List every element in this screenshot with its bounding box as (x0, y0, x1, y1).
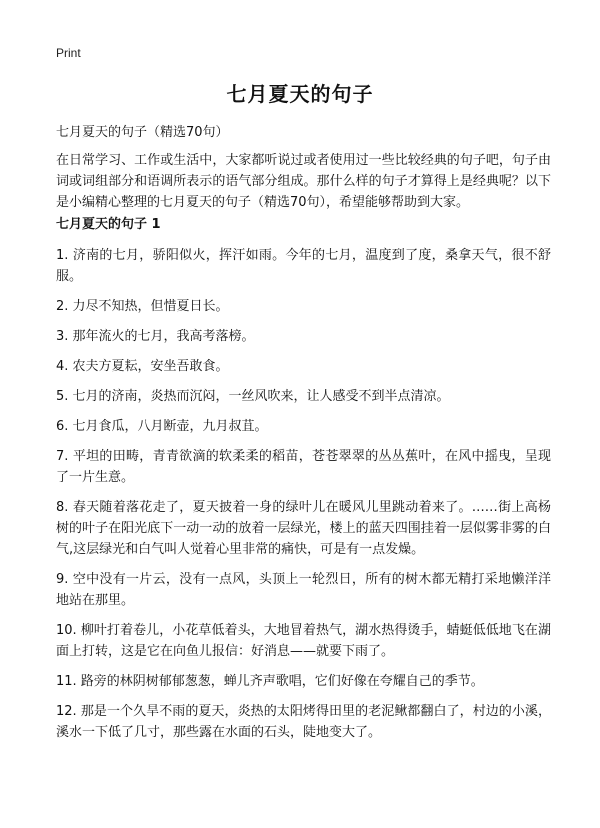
sentence-item-1: 1. 济南的七月，骄阳似火，挥汗如雨。今年的七月，温度到了度，桑拿天气，很不舒服。 (56, 248, 551, 284)
sentence-item-8: 8. 春天随着落花走了，夏天披着一身的绿叶儿在暖风儿里跳动着来了。……街上高杨树的叶子在阳光底下一动一动的放着一层绿光，楼上的蓝天四围挂着一层似雾非雾的白气,这层绿光和白气叫人觉着心里非常的痛快，可是有一点发燥。 (56, 500, 551, 557)
sentence-item-10: 10. 柳叶打着卷儿，小花草低着头，大地冒着热气，湖水热得烫手，蜻蜓低低地飞在湖面上打转，这是它在向鱼儿报信：好消息——就要下雨了。 (56, 623, 551, 659)
sentence-item-5: 5. 七月的济南，炎热而沉闷，一丝风吹来，让人感受不到半点清凉。 (56, 389, 450, 404)
document-subtitle: 七月夏天的句子（精选70句） (56, 125, 229, 140)
section-heading: 七月夏天的句子 1 (56, 217, 161, 232)
sentence-item-3: 3. 那年流火的七月，我高考落榜。 (56, 329, 255, 344)
sentence-item-12: 12. 那是一个久旱不雨的夏天，炎热的太阳烤得田里的老泥鳅都翻白了，村边的小溪，溪水一下低了几寸，那些露在水面的石头，陡地变大了。 (56, 704, 551, 740)
page-title: 七月夏天的句子 (226, 82, 374, 106)
sentence-item-9: 9. 空中没有一片云，没有一点风，头顶上一轮烈日，所有的树木都无精打采地懒洋洋地站在那里。 (56, 572, 551, 608)
sentence-item-2: 2. 力尽不知热，但惜夏日长。 (56, 299, 229, 314)
sentence-item-4: 4. 农夫方夏耘，安坐吾敢食。 (56, 359, 229, 374)
sentence-item-7: 7. 平坦的田畴，青青欲滴的软柔柔的稻苗，苍苍翠翠的丛丛蕉叶，在风中摇曳，呈现了一片生意。 (56, 449, 551, 485)
sentence-item-6: 6. 七月食瓜，八月断壶，九月叔苴。 (56, 419, 268, 434)
print-link[interactable]: Print (56, 46, 81, 60)
sentence-list (56, 245, 551, 752)
sentence-item-11: 11. 路旁的林阴树郁郁葱葱，蝉儿齐声歌唱，它们好像在夸耀自己的季节。 (56, 674, 484, 689)
intro-paragraph: 在日常学习、工作或生活中，大家都听说过或者使用过一些比较经典的句子吧，句子由词或词组部分和语调所表示的语气部分组成。那什么样的句子才算得上是经典呢？以下是小编精心整理的七月夏天的句子（精选70句），希望能够帮助到大家。 (56, 153, 551, 210)
